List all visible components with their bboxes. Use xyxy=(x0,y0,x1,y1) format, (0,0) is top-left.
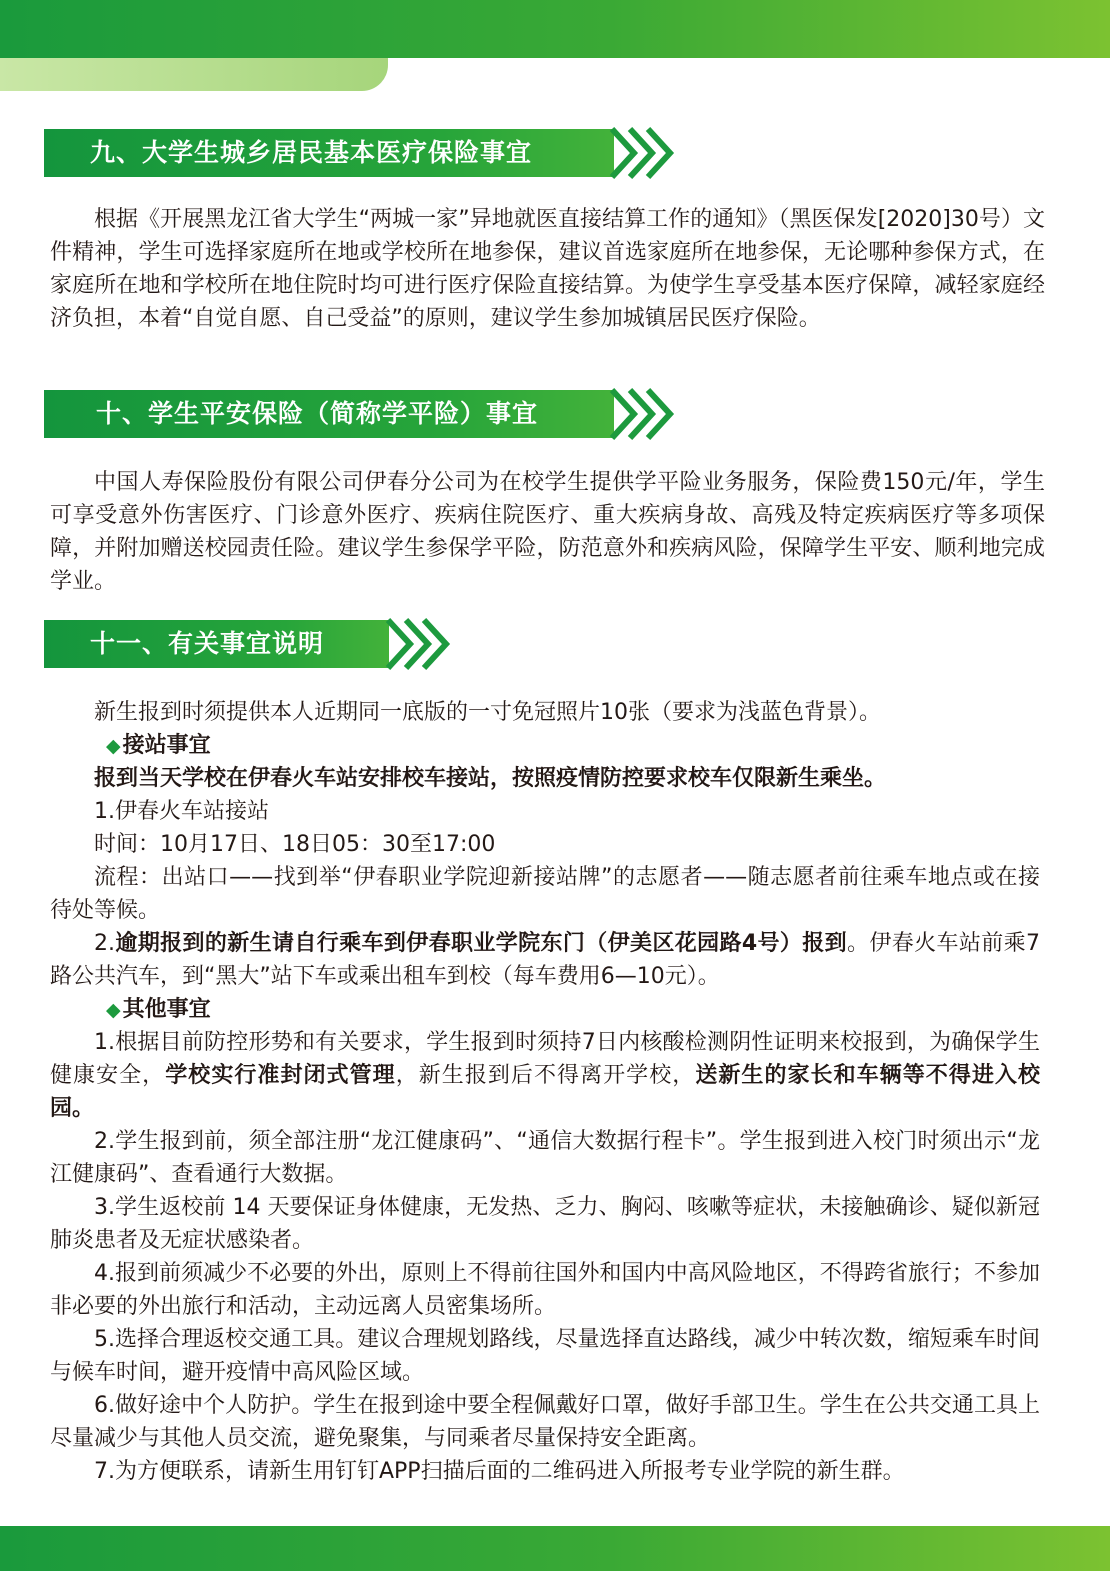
section-header-10 xyxy=(44,390,684,438)
section-body: 根据《开展黑龙江省大学生“两城一家”异地就医直接结算工作的通知》（黑医保发[2020]30号）文件精神，学生可选择家庭所在地或学校所在地参保，建议首选家庭所在地参保，无论哪种参保方式，在家庭所在地和学校所在地住院时均可进行医疗保险直接结算。为使学生享受基本医疗保障，减轻家庭经济负担，本着“自觉自愿、自己受益”的原则，建议学生参加城镇居民医疗保险。 xyxy=(50,207,1045,331)
section-title: 十一、有关事宜说明 xyxy=(90,629,325,658)
triple-chevron-right-icon xyxy=(608,386,680,442)
section-header-11 xyxy=(44,620,464,668)
other-item-5: 5.选择合理返校交通工具。建议合理规划路线，尽量选择直达路线，减少中转次数，缩短乘车时间与候车时间，避开疫情中高风险区域。 xyxy=(50,1327,1040,1385)
other-heading: ◆其他事宜 xyxy=(106,997,211,1022)
station-time: 时间：10月17日、18日05：30至17:00 xyxy=(94,832,496,857)
triple-chevron-right-icon xyxy=(608,125,680,181)
section-title: 十、学生平安保险（简称学平险）事宜 xyxy=(96,399,539,428)
triple-chevron-right-icon xyxy=(384,616,456,672)
station-title: 1.伊春火车站接站 xyxy=(94,799,269,824)
section-body: 中国人寿保险股份有限公司伊春分公司为在校学生提供学平险业务服务，保险费150元/年，学生可享受意外伤害医疗、门诊意外医疗、疾病住院医疗、重大疾病身故、高残及特定疾病医疗等多项保障，并附加赠送校园责任险。建议学生参保学平险，防范意外和疾病风险，保障学生平安、顺利地完成学业。 xyxy=(50,470,1045,594)
diamond-icon: ◆ xyxy=(106,999,121,1021)
bottom-decor-band xyxy=(0,1526,1110,1571)
top-decor-band xyxy=(0,0,1110,58)
other-item-4: 4.报到前须减少不必要的外出，原则上不得前往国外和国内中高风险地区，不得跨省旅行；不参加非必要的外出旅行和活动，主动远离人员密集场所。 xyxy=(50,1261,1040,1319)
other-item-3: 3.学生返校前 14 天要保证身体健康，无发热、乏力、胸闷、咳嗽等症状，未接触确诊、疑似新冠肺炎患者及无症状感染者。 xyxy=(50,1195,1040,1253)
photo-requirement: 新生报到时须提供本人近期同一底版的一寸免冠照片10张（要求为浅蓝色背景）。 xyxy=(94,700,881,725)
other-item-7: 7.为方便联系，请新生用钉钉APP扫描后面的二维码进入所报考专业学院的新生群。 xyxy=(94,1459,905,1484)
station-flow: 流程：出站口——找到举“伊春职业学院迎新接站牌”的志愿者——随志愿者前往乘车地点或在接待处等候。 xyxy=(50,865,1040,923)
section-header-9 xyxy=(44,129,684,177)
section-title: 九、大学生城乡居民基本医疗保险事宜 xyxy=(90,138,533,167)
other-item-6: 6.做好途中个人防护。学生在报到途中要全程佩戴好口罩，做好手部卫生。学生在公共交通工具上尽量减少与其他人员交流，避免聚集，与同乘者尽量保持安全距离。 xyxy=(50,1393,1040,1451)
top-decor-tab xyxy=(0,58,388,91)
pickup-notice: 报到当天学校在伊春火车站安排校车接站，按照疫情防控要求校车仅限新生乘坐。 xyxy=(94,766,887,791)
other-item-1: 1.根据目前防控形势和有关要求，学生报到时须持7日内核酸检测阴性证明来校报到，为确保学生健康安全，学校实行准封闭式管理，新生报到后不得离开学校，送新生的家长和车辆等不得进入校园。 xyxy=(50,1030,1040,1121)
late-arrival: 2.逾期报到的新生请自行乘车到伊春职业学院东门（伊美区花园路4号）报到。伊春火车站前乘7路公共汽车，到“黑大”站下车或乘出租车到校（每车费用6—10元）。 xyxy=(50,931,1041,989)
diamond-icon: ◆ xyxy=(106,735,121,757)
pickup-heading: ◆接站事宜 xyxy=(106,733,211,758)
other-item-2: 2.学生报到前，须全部注册“龙江健康码”、“通信大数据行程卡”。学生报到进入校门时须出示“龙江健康码”、查看通行大数据。 xyxy=(50,1129,1040,1187)
